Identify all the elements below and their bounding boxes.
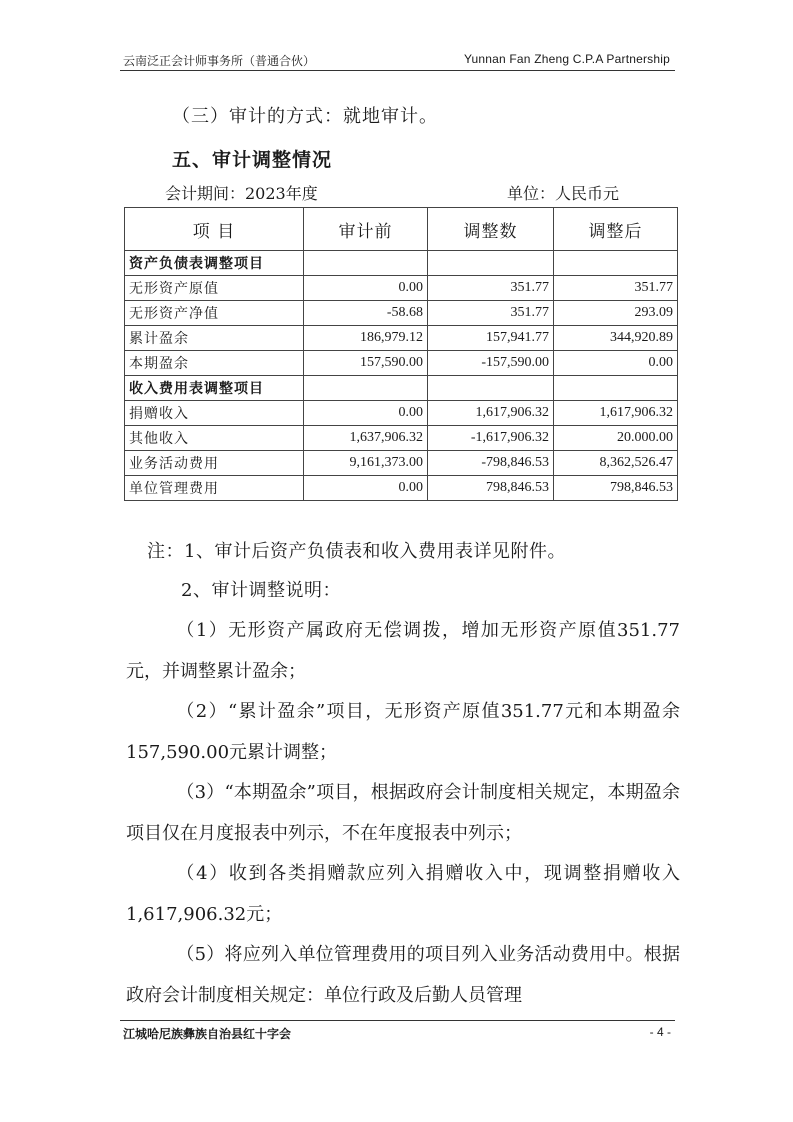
section-title: 五、审计调整情况 [172,149,333,171]
explanation-1: （1）无形资产属政府无偿调拨，增加无形资产原值351.77元，并调整累计盈余； [126,620,680,682]
table-row [125,301,678,326]
cell-adjust: 798,846.53 [428,476,554,501]
table-row [125,451,678,476]
header-firm-cn: 云南泛正会计师事务所（普通合伙） [123,54,316,68]
cell-before: 9,161,373.00 [304,451,428,476]
cell-after: 798,846.53 [554,476,678,501]
col-header-item: 项 目 [125,208,304,251]
group-label: 收入费用表调整项目 [125,376,304,401]
cell-after: 1,617,906.32 [554,401,678,426]
explanation-2: （2）“累计盈余”项目，无形资产原值351.77元和本期盈余157,590.00元累计调整； [126,701,680,763]
group-row-income-expense [125,376,678,401]
col-header-adjust: 调整数 [428,208,554,251]
accounting-period: 会计期间：2023年度 [165,184,318,203]
table-row [125,401,678,426]
explanation-3: （3）“本期盈余”项目，根据政府会计制度相关规定，本期盈余项目仅在月度报表中列示，不在年度报表中列示； [126,782,680,844]
cell-before: 0.00 [304,476,428,501]
page-number: - 4 - [649,1025,671,1039]
group-row-balance-sheet [125,251,678,276]
cell-before: 186,979.12 [304,326,428,351]
footer-organization: 江城哈尼族彝族自治县红十字会 [123,1027,292,1041]
row-label: 其他收入 [125,426,304,451]
cell-after: 351.77 [554,276,678,301]
row-label: 业务活动费用 [125,451,304,476]
cell-before: 0.00 [304,276,428,301]
audit-adjustment-table [124,207,678,501]
row-label: 累计盈余 [125,326,304,351]
cell-before: 1,637,906.32 [304,426,428,451]
audit-method-line: （三）审计的方式：就地审计。 [172,106,438,127]
table-row [125,276,678,301]
cell-after: 0.00 [554,351,678,376]
cell-adjust: -157,590.00 [428,351,554,376]
cell-adjust: 1,617,906.32 [428,401,554,426]
cell-after: 8,362,526.47 [554,451,678,476]
cell-adjust: 157,941.77 [428,326,554,351]
table-row [125,351,678,376]
footer-divider [120,1020,675,1021]
row-label: 单位管理费用 [125,476,304,501]
cell-before: -58.68 [304,301,428,326]
cell-after: 293.09 [554,301,678,326]
col-header-before: 审计前 [304,208,428,251]
cell-after: 344,920.89 [554,326,678,351]
cell-adjust: -1,617,906.32 [428,426,554,451]
cell-adjust: 351.77 [428,301,554,326]
note-2-heading: 2、审计调整说明： [181,580,341,601]
row-label: 捐赠收入 [125,401,304,426]
cell-after: 20.000.00 [554,426,678,451]
cell-adjust: 351.77 [428,276,554,301]
table-row [125,326,678,351]
row-label: 本期盈余 [125,351,304,376]
cell-before: 0.00 [304,401,428,426]
header-firm-en: Yunnan Fan Zheng C.P.A Partnership [463,52,670,66]
cell-adjust: -798,846.53 [428,451,554,476]
explanation-4: （4）收到各类捐赠款应列入捐赠收入中，现调整捐赠收入1,617,906.32元； [126,863,680,925]
currency-unit: 单位：人民币元 [507,184,620,203]
cell-before: 157,590.00 [304,351,428,376]
explanation-5: （5）将应列入单位管理费用的项目列入业务活动费用中。根据政府会计制度相关规定：单位行政及后勤人员管理 [126,944,680,1006]
row-label: 无形资产净值 [125,301,304,326]
table-row [125,426,678,451]
group-label: 资产负债表调整项目 [125,251,304,276]
col-header-after: 调整后 [554,208,678,251]
note-1: 注：1、审计后资产负债表和收入费用表详见附件。 [147,541,566,562]
table-row [125,476,678,501]
header-divider [120,70,675,71]
row-label: 无形资产原值 [125,276,304,301]
table-header-row [125,208,678,251]
